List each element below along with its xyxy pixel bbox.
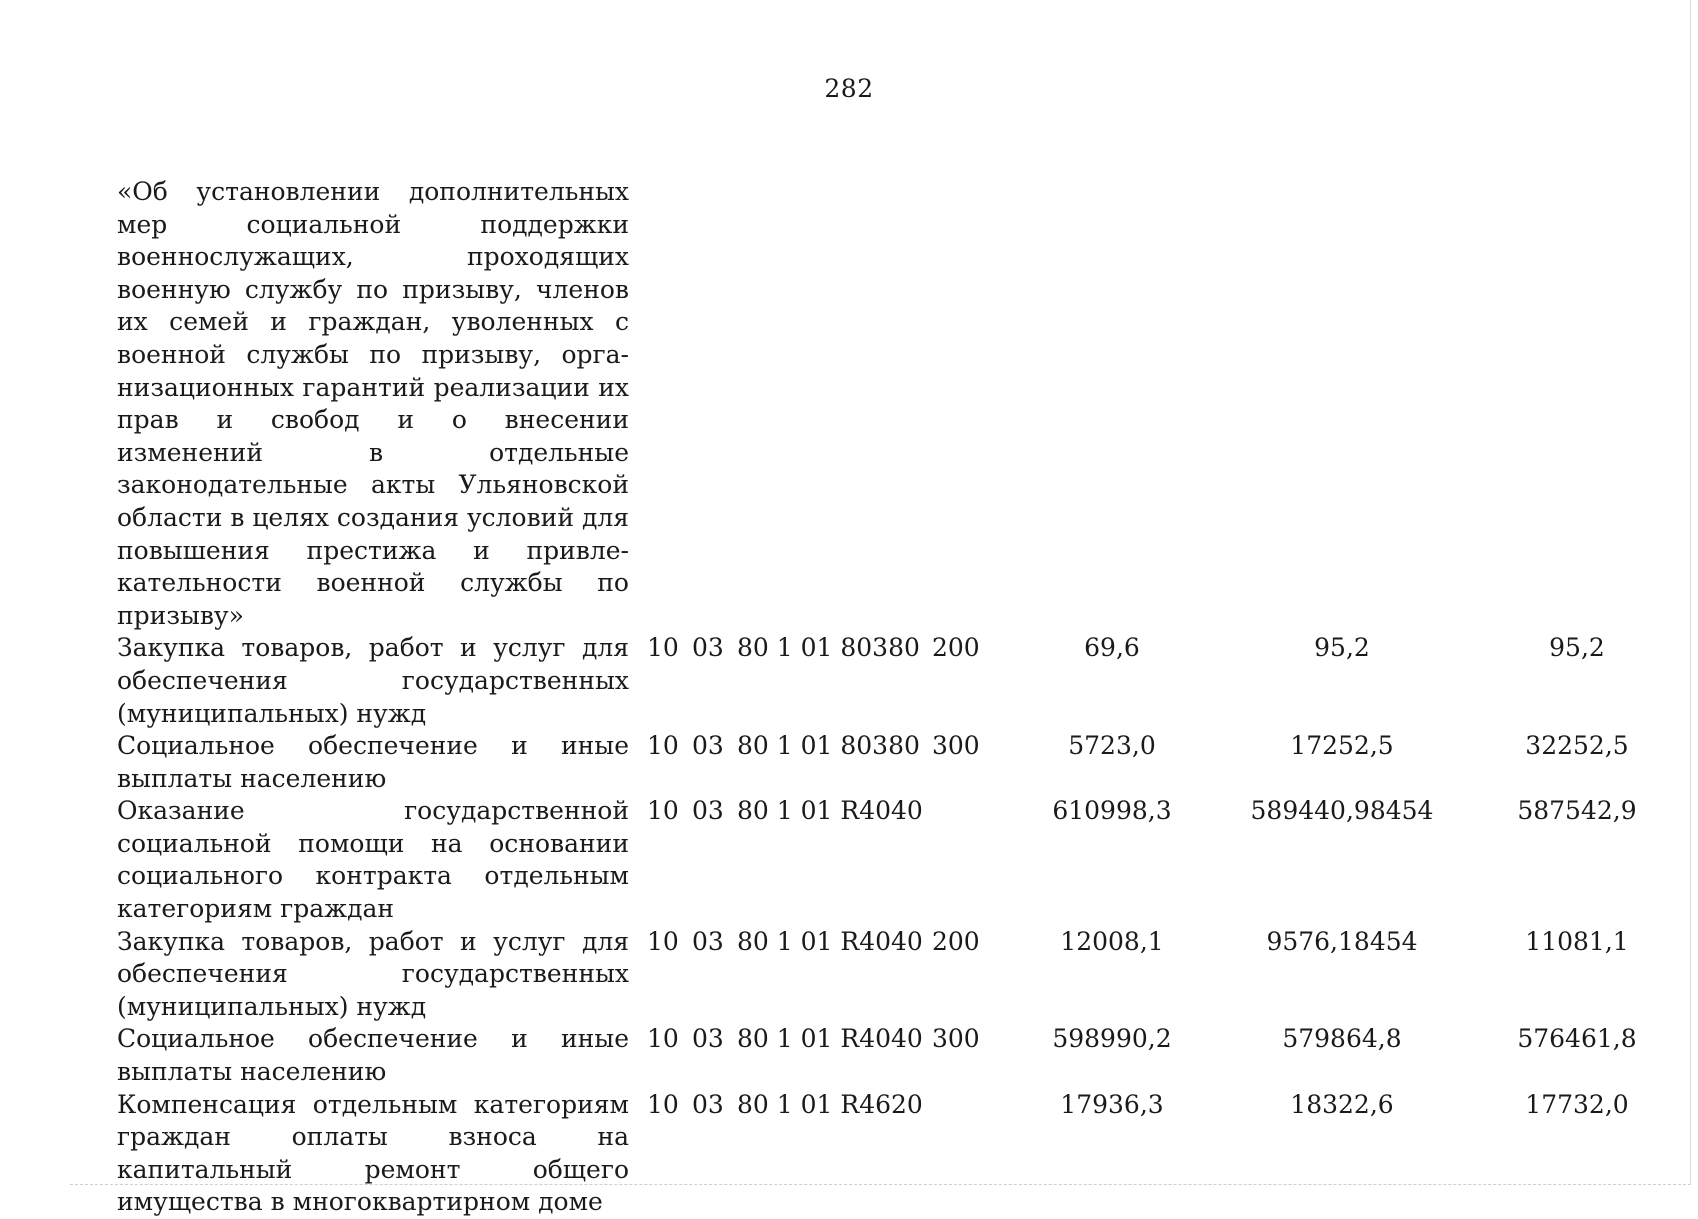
expense-type-code: 200 (932, 633, 980, 663)
subsection-code: 03 (692, 926, 724, 956)
amount-year-1: 610998,3 (1052, 796, 1172, 826)
amount-year-2: 17252,5 (1290, 731, 1394, 761)
amount-year-3: 32252,5 (1525, 731, 1629, 761)
amount-year-2: 18322,6 (1290, 1089, 1394, 1119)
subsection-code: 03 (692, 731, 724, 761)
target-article-code: 80 1 01 80380 (737, 633, 920, 663)
scan-edge-bottom (70, 1184, 1691, 1185)
subsection-code: 03 (692, 1024, 724, 1054)
table-row (117, 730, 1629, 795)
table-row (117, 1023, 1637, 1088)
page-number: 282 (824, 74, 874, 103)
amount-year-1: 12008,1 (1060, 926, 1164, 956)
subsection-code: 03 (692, 1089, 724, 1119)
row-description: Социальное обеспечение и иные выплаты населению (117, 731, 629, 793)
amount-year-3: 11081,1 (1525, 926, 1629, 956)
amount-year-2: 9576,18454 (1266, 926, 1418, 956)
budget-table (117, 176, 1637, 1219)
amount-year-2: 579864,8 (1282, 1024, 1402, 1054)
section-code: 10 (647, 1024, 679, 1054)
law-title-continuation: «Об установлении дополнительных мер социальной поддержки военнослужащих, проходящих военную службу по призыву, членов их семей и граждан, уволенных с военной службы по призыву, организационных гарантий реализации их прав и свобод и о внесении изменений в отдельные законодательные акты Ульяновской области в целях создания условий для повышения престижа и привлекательности военной службы по призыву» (117, 177, 629, 630)
subsection-code: 03 (692, 796, 724, 826)
amount-year-1: 5723,0 (1068, 731, 1156, 761)
amount-year-3: 576461,8 (1517, 1024, 1637, 1054)
target-article-code: 80 1 01 R4040 (737, 1024, 923, 1054)
section-code: 10 (647, 731, 679, 761)
table-row (117, 795, 1637, 925)
expense-type-code: 300 (932, 731, 980, 761)
expense-type-code: 300 (932, 1024, 980, 1054)
amount-year-3: 587542,9 (1517, 796, 1637, 826)
table-row (117, 926, 1629, 1024)
amount-year-1: 69,6 (1084, 633, 1140, 663)
table-row (117, 1089, 1629, 1219)
amount-year-1: 598990,2 (1052, 1024, 1172, 1054)
row-description: Оказание государственной социальной помощи на основании социального контракта отдельным категориям граждан (117, 796, 629, 924)
expense-type-code: 200 (932, 926, 980, 956)
target-article-code: 80 1 01 R4620 (737, 1089, 923, 1119)
section-code: 10 (647, 926, 679, 956)
amount-year-3: 95,2 (1549, 633, 1605, 663)
row-description: Закупка товаров, работ и услуг для обеспечения государственных (муниципальных) нужд (117, 926, 629, 1021)
amount-year-2: 95,2 (1314, 633, 1370, 663)
section-code: 10 (647, 633, 679, 663)
target-article-code: 80 1 01 R4040 (737, 926, 923, 956)
row-description: Социальное обеспечение и иные выплаты населению (117, 1024, 629, 1087)
subsection-code: 03 (692, 633, 724, 663)
amount-year-2: 589440,98454 (1250, 796, 1434, 826)
section-code: 10 (647, 796, 679, 826)
table-row (117, 632, 1605, 730)
target-article-code: 80 1 01 80380 (737, 731, 920, 761)
target-article-code: 80 1 01 R4040 (737, 796, 923, 826)
row-description: Закупка товаров, работ и услуг для обеспечения государственных (муниципальных) нужд (117, 633, 629, 728)
amount-year-3: 17732,0 (1525, 1089, 1629, 1119)
section-code: 10 (647, 1089, 679, 1119)
amount-year-1: 17936,3 (1060, 1089, 1164, 1119)
scan-edge-right (1690, 0, 1691, 1185)
row-description: Компенсация отдельным категориям граждан оплаты взноса на капитальный ремонт общего имущества в многоквартирном доме (117, 1089, 629, 1217)
